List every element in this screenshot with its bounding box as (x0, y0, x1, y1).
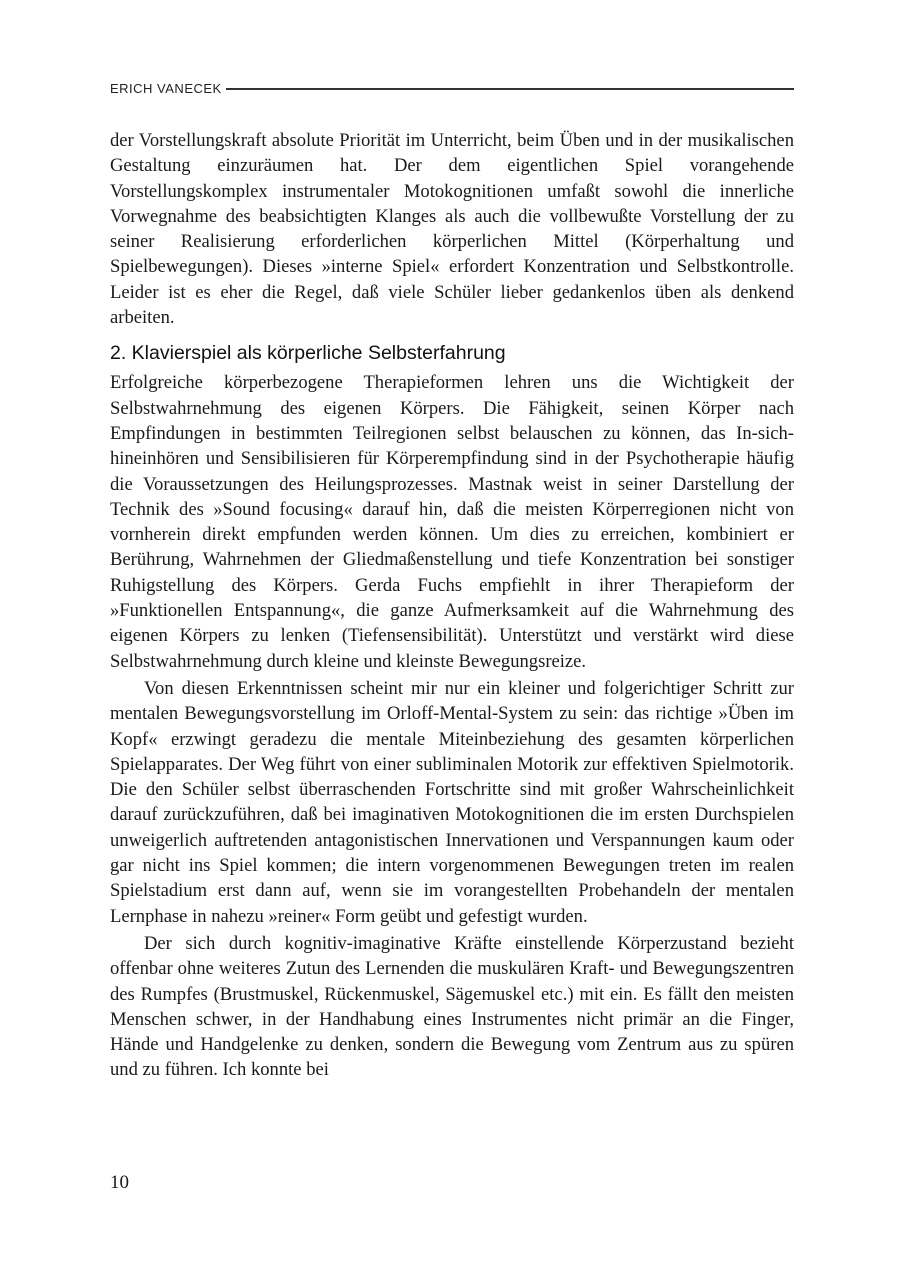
page-number: 10 (110, 1172, 129, 1193)
body-text (110, 128, 794, 1083)
section-heading: 2. Klavierspiel als körperliche Selbsterfahrung (110, 342, 506, 365)
paragraph-3: Der sich durch kognitiv-imaginative Kräfte einstellende Körperzustand bezieht offenbar ohne weiteres Zutun des Lernenden die muskulären Kraft- und Bewegungszentren des Rumpfes (Brustmuskel, Rückenmuskel, Sägemuskel etc.) mit ein. Es fällt den meisten Menschen schwer, in der Handhabung eines Instrumentes nicht primär an die Finger, Hände und Handgelenke zu denken, sondern die Bewegung vom Zentrum aus zu spüren und zu führen. Ich konnte bei (110, 932, 794, 1081)
running-head (110, 78, 794, 98)
paragraph-1: Erfolgreiche körperbezogene Therapieformen lehren uns die Wichtigkeit der Selbstwahrnehmung des eigenen Körpers. Die Fähigkeit, seinen Körper nach Empfindungen in bestimmten Teilregionen selbst belauschen zu können, das In-sich-hineinhören und Sensibilisieren für Körperempfindung sind in der Psychotherapie häufig die Voraussetzungen des Heilungsprozesses. Mastnak weist in seiner Darstellung der Technik des »Sound focusing« darauf hin, daß die meisten Körperregionen nicht von vornherein direkt empfunden werden können. Um dies zu erreichen, kombiniert er Berührung, Wahrnehmen der Gliedmaßenstellung und tiefe Konzentration bei sonstiger Ruhigstellung des Körpers. Gerda Fuchs empfiehlt in ihrer Therapieform der »Funktionellen Entspannung«, die ganze Aufmerksamkeit auf die Wahrnehmung des eigenen Körpers zu lenken (Tiefensensibilität). Unterstützt und verstärkt wird diese Selbstwahrnehmung durch kleine und kleinste Bewegungsreize. (110, 372, 794, 672)
header-rule (226, 88, 794, 90)
paragraph-2: Von diesen Erkenntnissen scheint mir nur ein kleiner und folgerichtiger Schritt zur mentalen Bewegungsvorstellung im Orloff-Mental-System zu sein: das richtige »Üben im Kopf« erzwingt geradezu die mentale Miteinbeziehung des gesamten körperlichen Spielapparates. Der Weg führt von einer subliminalen Motorik zur effektiven Spielmotorik. Die den Schüler selbst überraschenden Fortschritte sind mit großer Wahrscheinlichkeit darauf zurückzuführen, daß bei imaginativen Motokognitionen die im ersten Durchspielen unweigerlich auftretenden antagonistischen Innervationen und Verspannungen kaum oder gar nicht ins Spiel kommen; die intern vorgenommenen Bewegungen treten im realen Spielstadium erst dann auf, wenn sie im vorangestellten Probehandeln der mentalen Lernphase in nahezu »reiner« Form geübt und gefestigt wurden. (110, 677, 794, 927)
running-head-author: ERICH VANECEK (110, 80, 222, 96)
paragraph-intro: der Vorstellungskraft absolute Priorität im Unterricht, beim Üben und in der musikalischen Gestaltung einzuräumen hat. Der dem eigentlichen Spiel vorangehende Vorstellungskomplex instrumentaler Motokognitionen umfaßt sowohl die innerliche Vorwegnahme des beabsichtigten Klanges als auch die vollbewußte Vorstellung der zu seiner Realisierung erforderlichen körperlichen Mittel (Körperhaltung und Spielbewegungen). Dieses »interne Spiel« erfordert Konzentration und Selbstkontrolle. Leider ist es eher die Regel, daß viele Schüler lieber gedankenlos üben als denkend arbeiten. (110, 130, 794, 329)
